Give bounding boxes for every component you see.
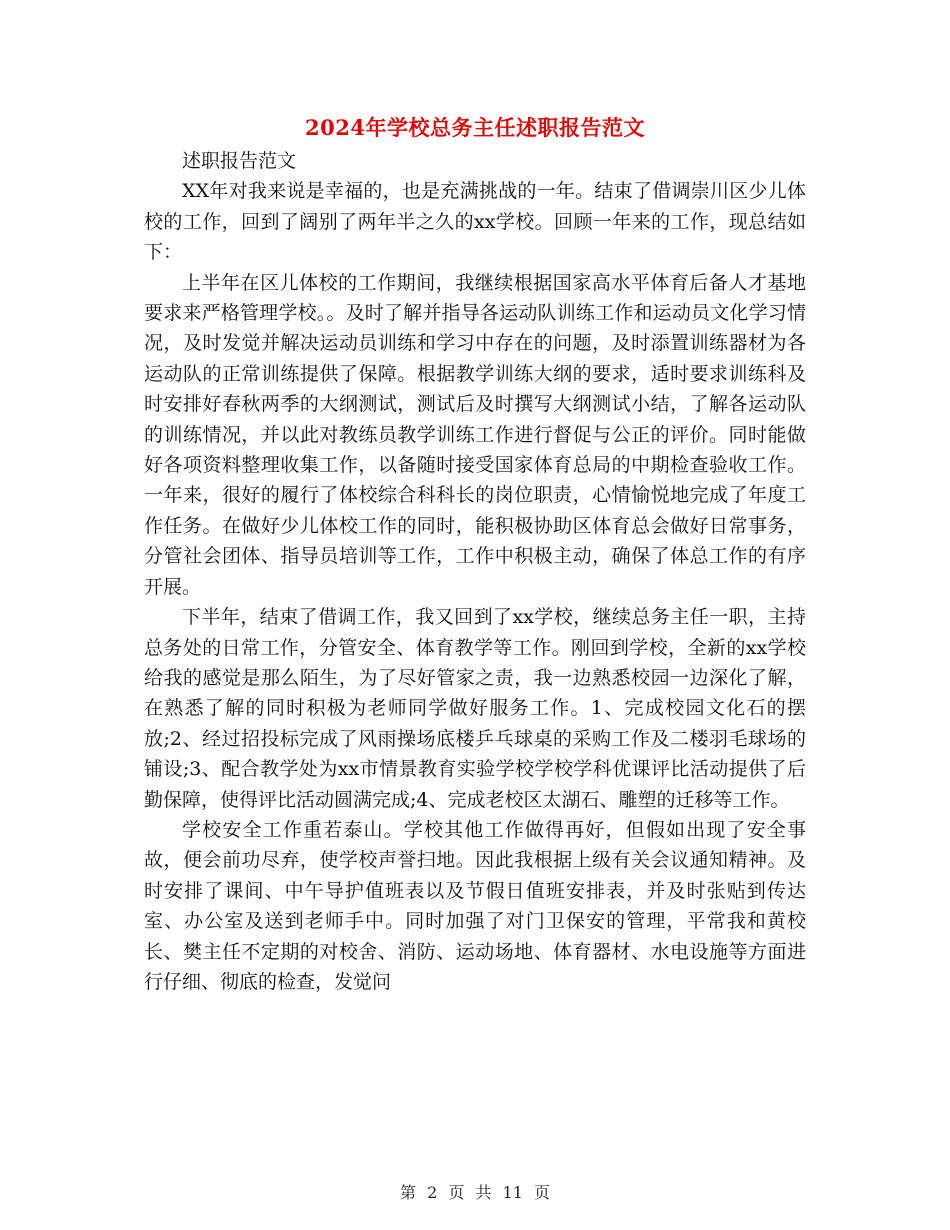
page-number-footer: 第 2 页 共 11 页 [400, 1183, 550, 1202]
paragraph-first-half-year: 上半年在区儿体校的工作期间，我继续根据国家高水平体育后备人才基地要求来严格管理学校。。及时了解并指导各运动队训练工作和运动员文化学习情况，及时发觉并解决运动员训练和学习中存在的问题，及时添置训练器材为各运动队的正常训练提供了保障。根据教学训练大纲的要求，适时要求训练科及时安排好春秋两季的大纲测试，测试后及时撰写大纲测试小结，了解各运动队的训练情况，并以此对教练员教学训练工作进行督促与公正的评价。同时能做好各项资料整理收集工作，以备随时接受国家体育总局的中期检查验收工作。一年来，很好的履行了体校综合科科长的岗位职责，心情愉悦地完成了年度工作任务。在做好少儿体校工作的同时，能积极协助区体育总会做好日常事务，分管社会团体、指导员培训等工作，工作中积极主动，确保了体总工作的有序开展。 [144, 271, 806, 598]
document-title: 2024年学校总务主任述职报告范文 [305, 115, 645, 140]
document-body [144, 146, 806, 997]
paragraph-intro: XX年对我来说是幸福的，也是充满挑战的一年。结束了借调崇川区少儿体校的工作，回到了阔别了两年半之久的xx学校。回顾一年来的工作，现总结如下： [144, 180, 806, 264]
paragraph-safety: 学校安全工作重若泰山。学校其他工作做得再好，但假如出现了安全事故，便会前功尽弃，使学校声誉扫地。因此我根据上级有关会议通知精神。及时安排了课间、中午导护值班表以及节假日值班安排表，并及时张贴到传达室、办公室及送到老师手中。同时加强了对门卫保安的管理，平常我和黄校长、樊主任不定期的对校舍、消防、运动场地、体育器材、水电设施等方面进行仔细、彻底的检查，发觉问 [144, 818, 806, 993]
paragraph-second-half-year: 下半年，结束了借调工作，我又回到了xx学校，继续总务主任一职，主持总务处的日常工作，分管安全、体育教学等工作。刚回到学校，全新的xx学校给我的感觉是那么陌生，为了尽好管家之责，我一边熟悉校园一边深化了解，在熟悉了解的同时积极为老师同学做好服务工作。1、完成校园文化石的摆放;2、经过招投标完成了风雨操场底楼乒乓球桌的采购工作及二楼羽毛球场的铺设;3、配合教学处为xx市情景教育实验学校学校学科优课评比活动提供了后勤保障，使得评比活动圆满完成;4、完成老校区太湖石、雕塑的迁移等工作。 [144, 606, 806, 811]
paragraph-subtitle: 述职报告范文 [182, 150, 297, 172]
